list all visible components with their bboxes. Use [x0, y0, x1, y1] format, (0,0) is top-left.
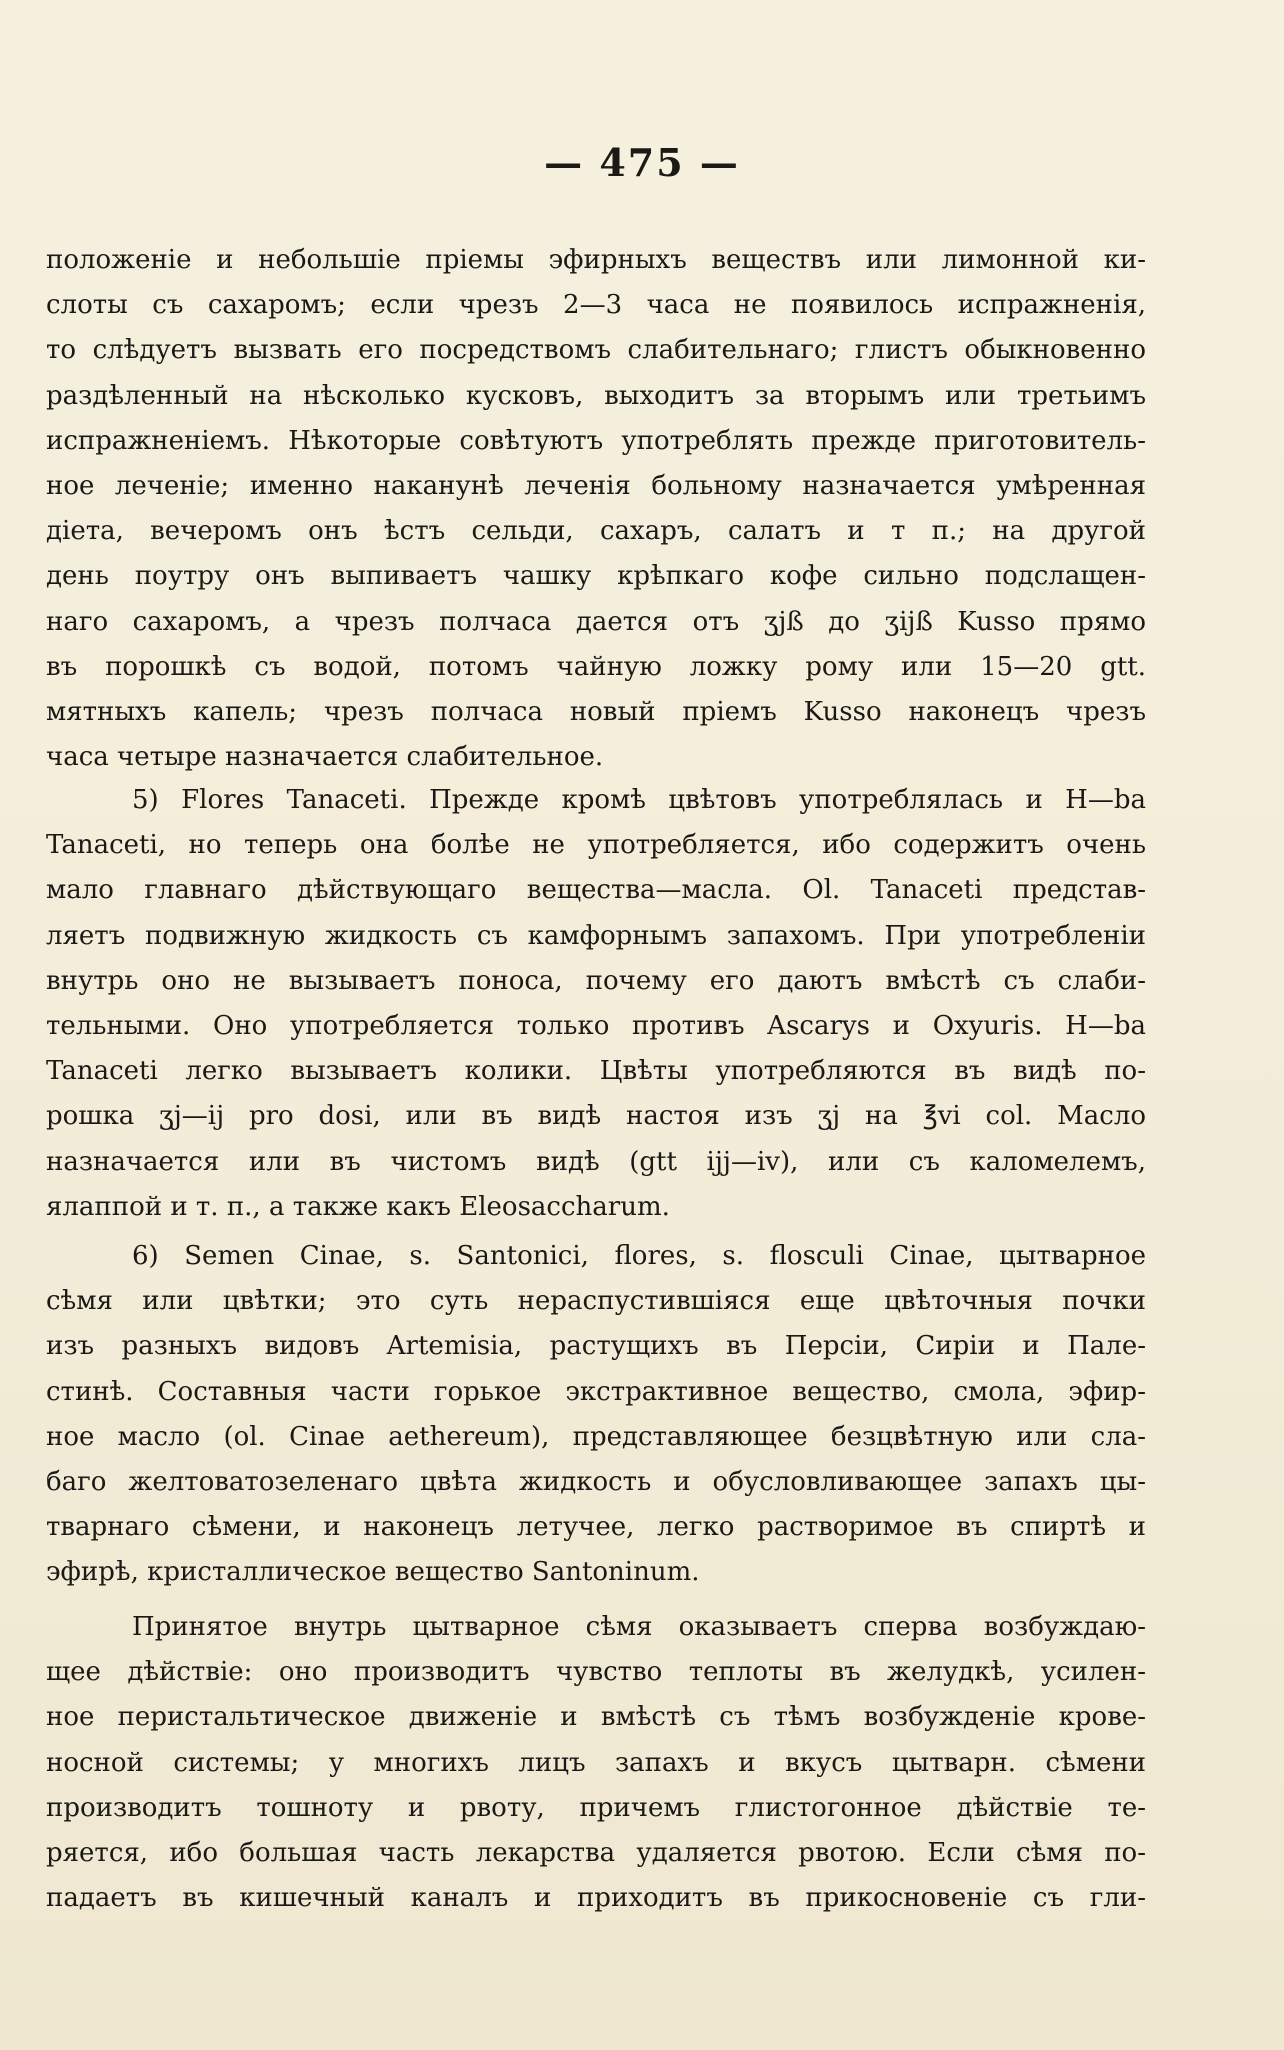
text-line: наго сахаромъ, а чрезъ полчаса дается отъ ʒjß до ʒijß Kusso прямо — [46, 606, 1146, 637]
text-line: ляетъ подвижную жидкость съ камфорнымъ запахомъ. При употребленіи — [46, 920, 1146, 951]
text-line: 6) Semen Cinae, s. Santonici, flores, s. flosculi Cinae, цытварное — [132, 1241, 1146, 1271]
text-line: носной системы; у многихъ лицъ запахъ и вкусъ цытварн. сѣмени — [46, 1747, 1146, 1778]
text-line: тельными. Оно употребляется только противъ Ascarys и Oxyuris. H—ba — [46, 1011, 1146, 1042]
text-line: баго желтоватозеленаго цвѣта жидкость и обусловливающее запахъ цы- — [46, 1467, 1146, 1498]
text-line: мало главнаго дѣйствующаго вещества—масла. Ol. Tanaceti представ- — [46, 875, 1146, 906]
text-line: внутрь оно не вызываетъ поноса, почему его даютъ вмѣстѣ съ слаби- — [46, 965, 1146, 996]
page-number: — 475 — — [544, 140, 740, 185]
text-line: ное леченіе; именно наканунѣ леченія больному назначается умѣренная — [46, 471, 1146, 502]
text-line: Принятое внутрь цытварное сѣмя оказываетъ сперва возбуждаю- — [132, 1612, 1146, 1642]
text-line: Tanaceti, но теперь она болѣе не употребляется, ибо содержитъ очень — [46, 830, 1146, 861]
text-line: слоты съ сахаромъ; если чрезъ 2—3 часа не появилось испражненія, — [46, 290, 1146, 321]
text-line: эфирѣ, кристаллическое вещество Santoninum. — [46, 1557, 700, 1588]
text-line: стинѣ. Составныя части горькое экстрактивное вещество, смола, эфир- — [46, 1376, 1146, 1407]
text-line: назначается или въ чистомъ видѣ (gtt ijj—iv), или съ каломелемъ, — [46, 1146, 1146, 1177]
text-line: ряется, ибо большая часть лекарства удаляется рвотою. Если сѣмя по- — [46, 1838, 1146, 1869]
text-line: падаетъ въ кишечный каналъ и приходитъ въ прикосновеніе съ гли- — [46, 1883, 1146, 1914]
text-line: мятныхъ капель; чрезъ полчаса новый пріемъ Kusso наконецъ чрезъ — [46, 697, 1146, 728]
paragraph-flores-tanaceti — [46, 778, 1146, 1230]
text-line: тварнаго сѣмени, и наконецъ летучее, легко растворимое въ спиртѣ и — [46, 1512, 1146, 1543]
text-line: испражненіемъ. Нѣкоторые совѣтуютъ употреблять прежде приготовитель- — [46, 425, 1146, 456]
paragraph-action — [46, 1605, 1146, 1921]
text-line: раздѣленный на нѣсколько кусковъ, выходитъ за вторымъ или третьимъ — [46, 380, 1146, 411]
text-line: то слѣдуетъ вызвать его посредствомъ слабительнаго; глистъ обыкновенно — [46, 335, 1146, 366]
paragraph-1 — [46, 238, 1146, 780]
text-line: ное масло (ol. Cinae aethereum), представляющее безцвѣтную или сла- — [46, 1421, 1146, 1452]
text-line: 5) Flores Tanaceti. Прежде кромѣ цвѣтовъ употреблялась и H—ba — [132, 785, 1146, 815]
text-line: щее дѣйствіе: оно производитъ чувство теплоты въ желудкѣ, усилен- — [46, 1657, 1146, 1688]
text-line: изъ разныхъ видовъ Artemisia, растущихъ въ Персіи, Сиріи и Пале- — [46, 1331, 1146, 1362]
text-line: въ порошкѣ съ водой, потомъ чайную ложку рому или 15—20 gtt. — [46, 651, 1146, 682]
text-line: рошка ʒj—ij pro dosi, или въ видѣ настоя изъ ʒj на ℥vi col. Масло — [46, 1101, 1146, 1132]
text-line: день поутру онъ выпиваетъ чашку крѣпкаго кофе сильно подслащен- — [46, 561, 1146, 592]
text-line: положеніе и небольшіе пріемы эфирныхъ веществъ или лимонной ки- — [46, 245, 1146, 275]
text-line: діета, вечеромъ онъ ѣстъ сельди, сахаръ, салатъ и т п.; на другой — [46, 516, 1146, 547]
text-line: сѣмя или цвѣтки; это суть нераспустившіяся еще цвѣточныя почки — [46, 1286, 1146, 1317]
text-line: производитъ тошноту и рвоту, причемъ глистогонное дѣйствіе те- — [46, 1792, 1146, 1823]
paragraph-semen-cinae — [46, 1234, 1146, 1596]
text-line: Tanaceti легко вызываетъ колики. Цвѣты употребляются въ видѣ по- — [46, 1056, 1146, 1087]
text-line: ялаппой и т. п., а также какъ Eleosaccharum. — [46, 1191, 670, 1222]
text-line: часа четыре назначается слабительное. — [46, 742, 604, 773]
text-line: ное перистальтическое движеніе и вмѣстѣ съ тѣмъ возбужденіе крове- — [46, 1702, 1146, 1733]
